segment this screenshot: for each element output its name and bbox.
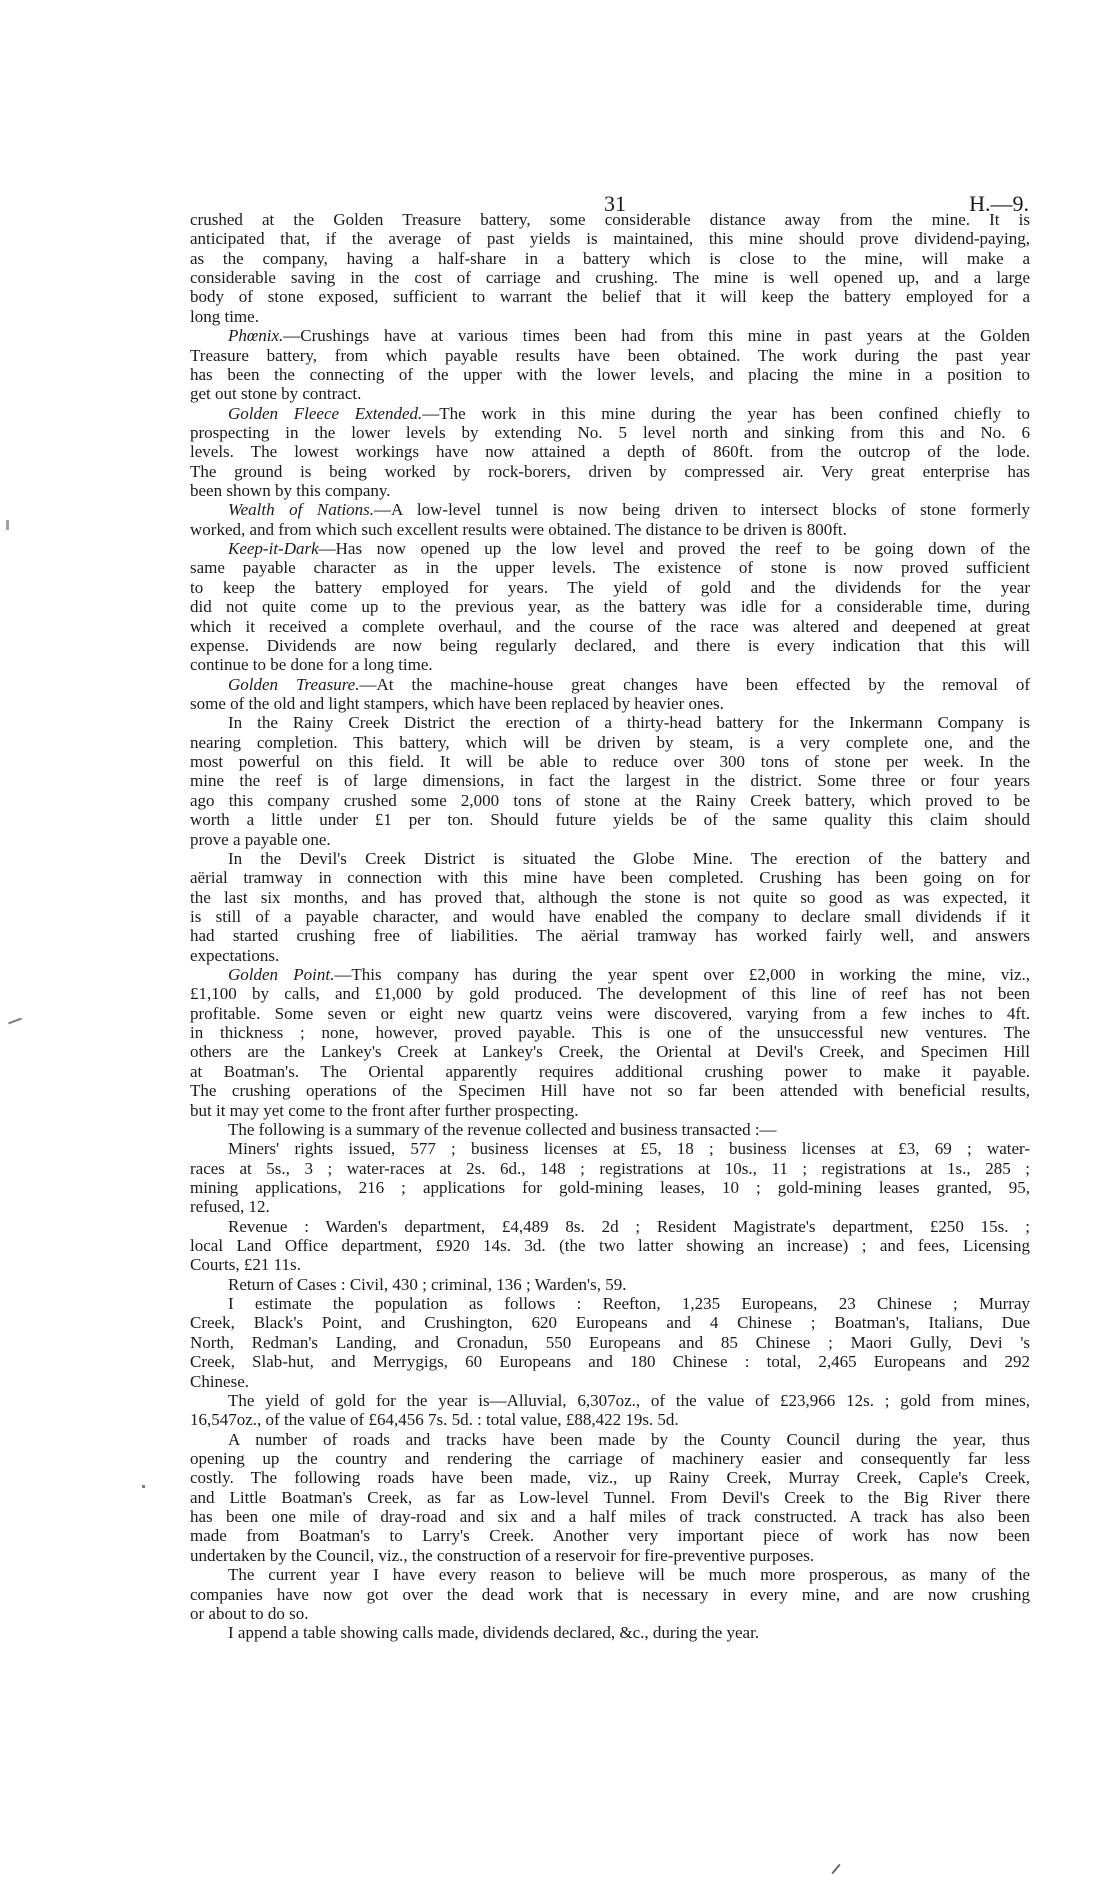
text-line: In the Rainy Creek District the erection of a thirty-head battery for the Inkermann Company is xyxy=(228,713,1030,733)
paragraph-lead: Keep-it-Dark xyxy=(228,539,319,559)
text-line: has been one mile of dray-road and six and a half miles of track constructed. A track has also been xyxy=(190,1507,1030,1527)
text-line: to keep the battery employed for years. The yield of gold and the dividends for the year xyxy=(190,577,1030,597)
text-line: Creek, Slab-hut, and Merrygigs, 60 Europeans and 180 Chinese : total, 2,465 Europeans and 292 xyxy=(190,1352,1030,1372)
paragraph xyxy=(190,1294,1030,1391)
text-line: nearing completion. This battery, which will be driven by steam, is a very complete one, and the xyxy=(190,732,1030,752)
text-line: crushed at the Golden Treasure battery, some considerable distance away from the mine. It is xyxy=(190,210,1030,229)
text-line: others are the Lankey's Creek at Lankey's Creek, the Oriental at Devil's Creek, and Specimen Hill xyxy=(190,1042,1030,1062)
paragraph xyxy=(190,1275,1030,1294)
text-line: levels. The lowest workings have now attained a depth of 860ft. from the outcrop of the lode. xyxy=(190,442,1030,462)
text-line: The current year I have every reason to believe will be much more prosperous, as many of the xyxy=(228,1565,1030,1585)
text-line: 16,547oz., of the value of £64,456 7s. 5d. : total value, £88,422 19s. 5d. xyxy=(190,1410,679,1430)
line-text: —Has now opened up the low level and proved the reef to be going down of the xyxy=(318,539,1030,559)
paragraph xyxy=(190,1120,1030,1139)
text-line: anticipated that, if the average of past yields is maintained, this mine should prove dividend-paying, xyxy=(190,229,1030,249)
text-line: continue to be done for a long time. xyxy=(190,655,433,675)
text-line: £1,100 by calls, and £1,000 by gold produced. The development of this line of reef has not been xyxy=(190,984,1030,1004)
text-line: or about to do so. xyxy=(190,1603,309,1623)
text-line: profitable. Some seven or eight new quartz veins were discovered, varying from a few inches to 4ft. xyxy=(190,1003,1030,1023)
paragraph-lead: Golden Fleece Extended. xyxy=(228,403,423,423)
text-line: did not quite come up to the previous year, as the battery was idle for a considerable time, during xyxy=(190,597,1030,617)
text-line: in thickness ; none, however, proved payable. This is one of the unsuccessful new ventures. The xyxy=(190,1023,1030,1043)
text-line: A number of roads and tracks have been made by the County Council during the year, thus xyxy=(228,1429,1030,1449)
text-line: The ground is being worked by rock-borers, driven by compressed air. Very great enterprise has xyxy=(190,461,1030,481)
text-line: worth a little under £1 per ton. Should future yields be of the same quality this claim should xyxy=(190,810,1030,830)
paragraph xyxy=(190,539,1030,675)
text-line: aërial tramway in connection with this mine have been completed. Crushing has been going on for xyxy=(190,868,1030,888)
scan-mark xyxy=(142,1485,145,1488)
text-line xyxy=(190,965,1030,984)
text-line: prove a payable one. xyxy=(190,829,331,849)
paragraph xyxy=(190,210,1030,326)
paragraph xyxy=(190,500,1030,539)
text-line: has been the connecting of the upper with the lower levels, and placing the mine in a position to xyxy=(190,364,1030,384)
text-line: companies have now got over the dead work that is necessary in every mine, and are now crushing xyxy=(190,1584,1030,1604)
text-line: as the company, having a half-share in a battery which is close to the mine, will make a xyxy=(190,248,1030,268)
paragraph xyxy=(190,713,1030,849)
text-line: mining applications, 216 ; applications for gold-mining leases, 10 ; gold-mining leases granted, 95, xyxy=(190,1177,1030,1197)
text-line: prospecting in the lower levels by extending No. 5 level north and sinking from this and No. 6 xyxy=(190,422,1030,442)
text-line xyxy=(190,500,1030,519)
text-line xyxy=(190,326,1030,345)
text-line: expense. Dividends are now being regularly declared, and there is every indication that this will xyxy=(190,635,1030,655)
paragraph xyxy=(190,965,1030,1120)
text-line: Treasure battery, from which payable results have been obtained. The work during the past year xyxy=(190,345,1030,365)
text-line: but it may yet come to the front after further prospecting. xyxy=(190,1100,579,1120)
text-line: at Boatman's. The Oriental apparently requires additional crushing power to make it payable. xyxy=(190,1061,1030,1081)
text-line: worked, and from which such excellent results were obtained. The distance to be driven is 800ft. xyxy=(190,519,847,539)
text-line: The following is a summary of the revenue collected and business transacted :— xyxy=(228,1119,777,1139)
text-line xyxy=(190,675,1030,694)
text-line: body of stone exposed, sufficient to warrant the belief that it will keep the battery employed for a xyxy=(190,287,1030,307)
text-line: opening up the country and rendering the carriage of machinery easier and consequently far less xyxy=(190,1449,1030,1468)
paragraph xyxy=(190,1139,1030,1216)
paragraph xyxy=(190,675,1030,714)
text-line: some of the old and light stampers, which have been replaced by heavier ones. xyxy=(190,693,724,713)
text-line: Revenue : Warden's department, £4,489 8s. 2d ; Resident Magistrate's department, £250 15s. ; xyxy=(228,1216,1030,1236)
line-text: —Crushings have at various times been had from this mine in past years at the Golden xyxy=(283,326,1030,346)
text-line: get out stone by contract. xyxy=(190,384,362,404)
document-code: H.—9. xyxy=(969,191,1029,216)
text-line: I append a table showing calls made, dividends declared, &c., during the year. xyxy=(228,1623,760,1643)
text-line: undertaken by the Council, viz., the construction of a reservoir for fire-preventive purposes. xyxy=(190,1545,815,1565)
text-line: Courts, £21 11s. xyxy=(190,1255,301,1275)
paragraph xyxy=(190,1623,1030,1642)
body-text xyxy=(190,210,1030,1643)
text-line: In the Devil's Creek District is situated the Globe Mine. The erection of the battery and xyxy=(228,848,1030,868)
text-line: had started crushing free of liabilities. The aërial tramway has worked fairly well, and answers xyxy=(190,926,1030,946)
paragraph-lead: Phœnix. xyxy=(228,326,284,346)
text-line: Chinese. xyxy=(190,1371,250,1391)
text-line: been shown by this company. xyxy=(190,481,391,501)
paragraph-lead: Wealth of Nations. xyxy=(228,500,375,520)
text-line: most powerful on this field. It will be able to reduce over 300 tons of stone per week. In the xyxy=(190,752,1030,772)
text-line: same payable character as in the upper levels. The existence of stone is now proved sufficient xyxy=(190,558,1030,578)
paragraph xyxy=(190,1217,1030,1275)
text-line: long time. xyxy=(190,306,259,326)
text-line: The yield of gold for the year is—Alluvial, 6,307oz., of the value of £23,966 12s. ; gold from mines, xyxy=(228,1390,1030,1410)
text-line: expectations. xyxy=(190,945,280,965)
scan-mark xyxy=(6,520,9,530)
paragraph xyxy=(190,326,1030,403)
text-line xyxy=(190,404,1030,423)
paragraph xyxy=(190,404,1030,501)
text-line: Miners' rights issued, 577 ; business licenses at £5, 18 ; business licenses at £3, 69 ; water- xyxy=(228,1139,1030,1159)
text-line: North, Redman's Landing, and Cronadun, 550 Europeans and 85 Chinese ; Maori Gully, Devi 's xyxy=(190,1332,1030,1352)
text-line: I estimate the population as follows : Reefton, 1,235 Europeans, 23 Chinese ; Murray xyxy=(228,1294,1030,1314)
text-line: mine the reef is of large dimensions, in fact the largest in the district. Some three or four years xyxy=(190,771,1030,791)
paragraph-lead: Golden Point. xyxy=(228,965,335,985)
text-line: local Land Office department, £920 14s. 3d. (the two latter showing an increase) ; and fees, Licensing xyxy=(190,1236,1030,1256)
scan-mark xyxy=(831,1864,840,1874)
line-text: —The work in this mine during the year has been confined chiefly to xyxy=(422,403,1031,423)
text-line xyxy=(190,539,1030,558)
paragraph xyxy=(190,1391,1030,1430)
text-line: ago this company crushed some 2,000 tons of stone at the Rainy Creek battery, which proved to be xyxy=(190,790,1030,810)
paragraph xyxy=(190,1565,1030,1623)
line-text: —At the machine-house great changes have been effected by the removal of xyxy=(359,674,1030,694)
text-line: which it received a complete overhaul, and the course of the race was altered and deepened at great xyxy=(190,616,1030,636)
paragraph xyxy=(190,1430,1030,1566)
line-text: —A low-level tunnel is now being driven to intersect blocks of stone formerly xyxy=(374,500,1031,520)
text-line: costly. The following roads have been made, viz., up Rainy Creek, Murray Creek, Caple's Creek, xyxy=(190,1468,1030,1488)
text-line: considerable saving in the cost of carriage and crushing. The mine is well opened up, and a large xyxy=(190,268,1030,288)
text-line: races at 5s., 3 ; water-races at 2s. 6d., 148 ; registrations at 10s., 11 ; registrations at 1s., 285 ; xyxy=(190,1158,1030,1178)
text-line: Return of Cases : Civil, 430 ; criminal, 136 ; Warden's, 59. xyxy=(228,1274,627,1294)
paragraph xyxy=(190,849,1030,965)
text-line: made from Boatman's to Larry's Creek. Another very important piece of work has now been xyxy=(190,1526,1030,1546)
text-line: and Little Boatman's Creek, as far as Low-level Tunnel. From Devil's Creek to the Big River there xyxy=(190,1487,1030,1507)
paragraph-lead: Golden Treasure. xyxy=(228,674,360,694)
text-line: Creek, Black's Point, and Crushington, 620 Europeans and 4 Chinese ; Boatman's, Italians, Due xyxy=(190,1313,1030,1333)
text-line: refused, 12. xyxy=(190,1197,270,1217)
text-line: The crushing operations of the Specimen Hill have not so far been attended with beneficial results, xyxy=(190,1081,1030,1101)
text-line: is still of a payable character, and would have enabled the company to declare small dividends if it xyxy=(190,906,1030,926)
page-number: 31 xyxy=(604,191,626,216)
text-line: the last six months, and has proved that, although the stone is not quite so good as was expected, it xyxy=(190,887,1030,907)
scan-mark xyxy=(8,1018,22,1025)
line-text: —This company has during the year spent over £2,000 in working the mine, viz., xyxy=(334,965,1030,985)
